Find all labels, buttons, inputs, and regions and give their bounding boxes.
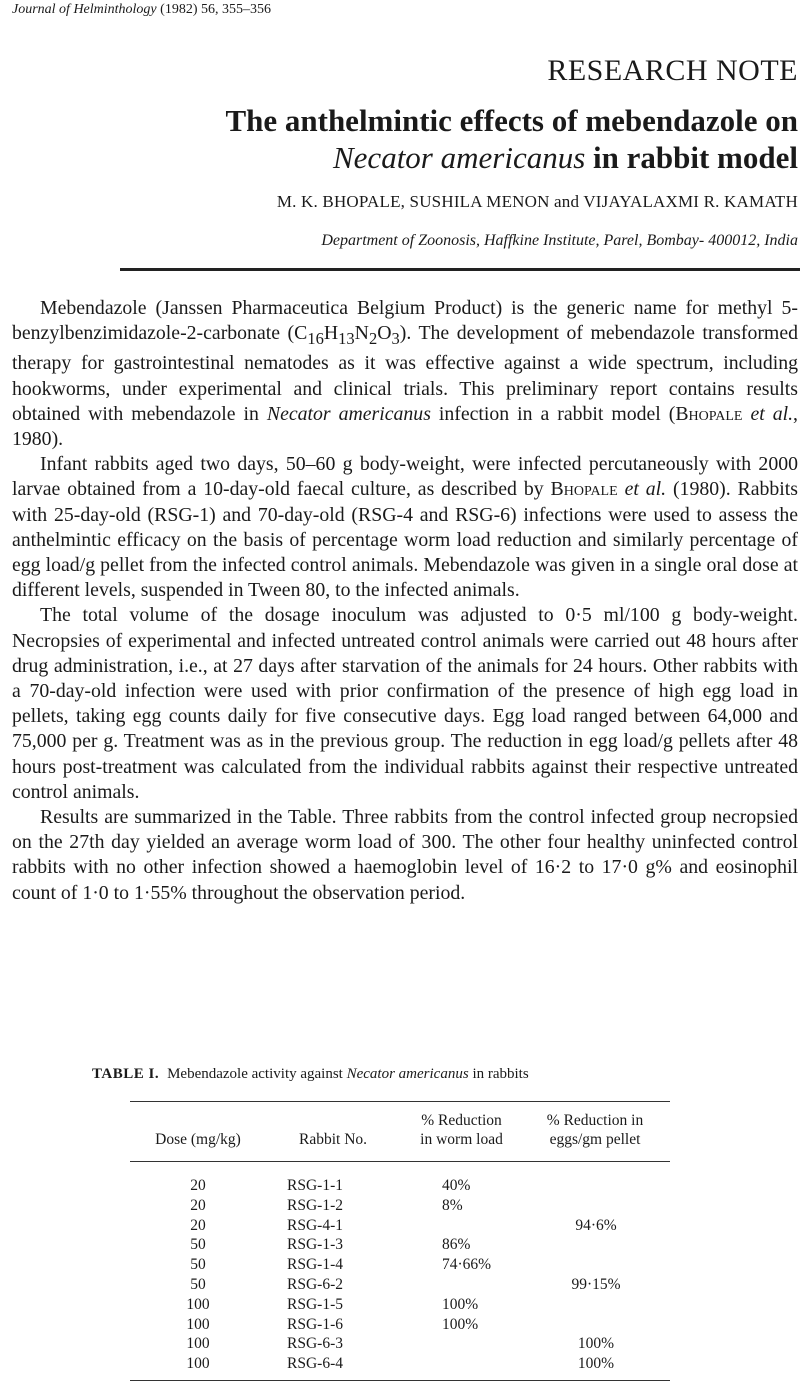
formula-sub: 3 [391, 329, 400, 349]
header-egg-line1: % Reduction in [546, 1112, 644, 1129]
p2-ref-etal: et al. [617, 478, 667, 501]
formula-sub: 16 [307, 329, 324, 349]
table-caption [92, 1066, 529, 1083]
header-dose: Dose (mg/kg) [155, 1131, 241, 1148]
cell-rabbit: RSG-1-6 [287, 1315, 343, 1333]
authors: M. K. BHOPALE, SUSHILA MENON and VIJAYALAXMI R. KAMATH [276, 192, 798, 211]
paragraph-1 [12, 296, 798, 452]
paragraph-2 [12, 452, 798, 603]
table-caption-label: TABLE I. [92, 1066, 160, 1082]
cell-dose: 50 [190, 1236, 206, 1254]
cell-rabbit: RSG-6-2 [287, 1276, 343, 1293]
article-body [12, 296, 798, 906]
journal-name: Journal of Helminthology [12, 2, 157, 17]
cell-egg-reduction: 100% [577, 1335, 615, 1353]
p1-text-c: infection in a rabbit model ( [430, 402, 676, 425]
cell-worm-reduction: 40% [442, 1177, 471, 1194]
affiliation: Department of Zoonosis, Haffkine Institute, Parel, Bombay- 400012, India [321, 232, 798, 249]
title-species: Necator americanus [333, 140, 586, 175]
p1-ref-etal: et al. [742, 402, 794, 425]
cell-rabbit: RSG-1-3 [287, 1236, 343, 1254]
p2-text-a: Infant rabbits aged two days, 50–60 g body-weight, were infected percutaneously with 2000 larvae obtained from a 10-day-old faecal culture, as described by [12, 453, 798, 501]
header-worm-line2: in worm load [420, 1131, 503, 1148]
header-egg-line2: eggs/gm pellet [549, 1131, 641, 1148]
table-bottom-rule [130, 1380, 670, 1381]
p2-ref-author: Bhopale [550, 478, 618, 501]
p1-text-a: Mebendazole (Janssen Pharmaceutica Belgium Product) is the generic name for methyl 5-benzylbenzimidazole-2-carbonate (C [12, 297, 798, 345]
cell-rabbit: RSG-6-3 [287, 1335, 343, 1353]
cell-egg-reduction: 99·15% [571, 1276, 621, 1293]
cell-dose: 20 [190, 1196, 206, 1214]
p1-text-b: ). The development of mebendazole transformed therapy for gastrointestinal nematodes as it was effective against a wide spectrum, including hookworms, under experimental and clinical trials. This preliminary report contains results obtained with mebendazole in [12, 322, 798, 425]
table-caption-species: Necator americanus [346, 1066, 469, 1082]
cell-rabbit: RSG-6-4 [287, 1355, 343, 1373]
cell-dose: 100 [186, 1335, 210, 1353]
cell-dose: 20 [190, 1216, 206, 1234]
journal-header [12, 2, 271, 18]
cell-worm-reduction: 8% [442, 1196, 463, 1214]
formula-o: O [377, 322, 392, 345]
cell-rabbit: RSG-1-5 [287, 1295, 343, 1313]
paragraph-4: Results are summarized in the Table. Three rabbits from the control infected group necropsied on the 27th day yielded an average worm load of 300. The other four healthy uninfected control rabbits with no other infection showed a haemoglobin level of 16·2 to 17·0 g% and eosinophil count of 1·0 to 1·55% throughout the observation period. [12, 806, 798, 904]
cell-egg-reduction: 100% [577, 1355, 615, 1373]
cell-worm-reduction: 74·66% [442, 1256, 492, 1274]
cell-dose: 20 [190, 1177, 206, 1194]
formula-h: H [323, 322, 339, 345]
cell-dose: 100 [186, 1315, 210, 1333]
article-title-line1: The anthelmintic effects of mebendazole on [225, 103, 798, 138]
table-caption-text: Mebendazole activity against [167, 1066, 347, 1082]
cell-egg-reduction: 94·6% [575, 1216, 617, 1234]
cell-rabbit: RSG-1-1 [287, 1177, 343, 1194]
p1-ref-author: Bhopale [675, 402, 743, 425]
table-top-rule [130, 1101, 670, 1102]
cell-rabbit: RSG-1-2 [287, 1196, 343, 1214]
cell-rabbit: RSG-1-4 [287, 1256, 343, 1274]
journal-citation: (1982) 56, 355–356 [160, 2, 271, 17]
header-worm-line1: % Reduction [421, 1112, 502, 1129]
header-rabbit: Rabbit No. [298, 1131, 368, 1148]
section-label: RESEARCH NOTE [547, 54, 798, 87]
cell-worm-reduction: 100% [442, 1295, 479, 1313]
p1-ref-year: , 1980). [12, 402, 798, 450]
cell-dose: 100 [186, 1295, 210, 1313]
formula-n: N [354, 322, 369, 345]
cell-worm-reduction: 100% [442, 1315, 479, 1333]
article-title-line2 [333, 140, 798, 176]
header-rule [120, 268, 800, 271]
cell-dose: 50 [190, 1256, 206, 1274]
paragraph-3: The total volume of the dosage inoculum was adjusted to 0·5 ml/100 g body-weight. Necropsies of experimental and infected untreated control animals were carried out 48 hours after drug administration, i.e., at 27 days after starvation of the animals for 24 hours. Other rabbits with a 70-day-old infection were used with prior confirmation of the presence of high egg load in pellets, taking egg counts daily for five consecutive days. Egg load ranged between 64,000 and 75,000 per g. Treatment was as in the previous group. The reduction in egg load/g pellets after 48 hours post-treatment was calculated from the individual rabbits against their respective untreated control animals. [12, 604, 798, 803]
p2-text-b: (1980). Rabbits with 25-day-old (RSG-1) and 70-day-old (RSG-4 and RSG-6) infections were used to assess the anthelmintic efficacy on the basis of percentage worm load reduction and similarly percentage of egg load/g pellet from the infected control animals. Mebendazole was given in a single oral dose at different levels, suspended in Tween 80, to the infected animals. [12, 478, 798, 602]
table-caption-rest: in rabbits [468, 1066, 529, 1082]
formula-sub: 13 [338, 329, 355, 349]
formula-sub: 2 [368, 329, 378, 349]
title-rest: in rabbit model [585, 140, 798, 175]
cell-rabbit: RSG-4-1 [287, 1216, 343, 1234]
p1-species: Necator americanus [266, 402, 431, 425]
cell-dose: 100 [186, 1355, 210, 1373]
cell-dose: 50 [190, 1276, 206, 1293]
table-header-rule [130, 1161, 670, 1162]
cell-worm-reduction: 86% [442, 1236, 471, 1254]
